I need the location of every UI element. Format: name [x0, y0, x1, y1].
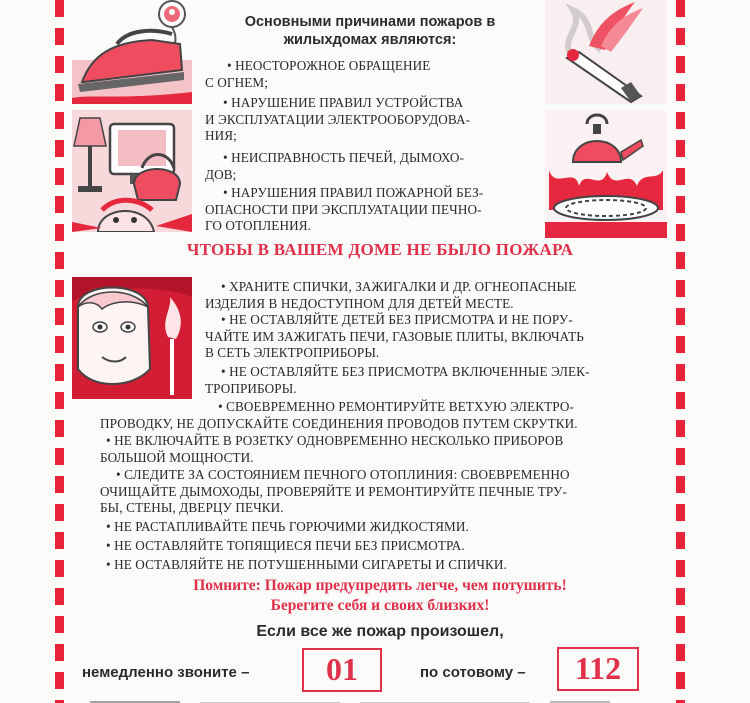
- rule-line: • НЕ ОСТАВЛЯЙТЕ ДЕТЕЙ БЕЗ ПРИСМОТРА И НЕ ПОРУ-: [221, 312, 573, 327]
- rule-line: ИЗДЕЛИЯ В НЕДОСТУПНОМ ДЛЯ ДЕТЕЙ МЕСТЕ.: [205, 295, 514, 311]
- rule-line: • НЕ ОСТАВЛЯЙТЕ НЕ ПОТУШЕННЫМИ СИГАРЕТЫ И СПИЧКИ.: [106, 557, 507, 572]
- rule-item: [100, 433, 655, 466]
- causes-heading-line1: Основными причинами пожаров в: [244, 14, 496, 30]
- child-match-icon: [72, 277, 192, 399]
- cause-line: ОПАСНОСТИ ПРИ ЭКСПЛУАТАЦИИ ПЕЧНО-: [205, 201, 482, 217]
- rule-line: ЧАЙТЕ ИМ ЗАЖИГАТЬ ПЕЧИ, ГАЗОВЫЕ ПЛИТЫ, ВКЛЮЧАТЬ: [205, 328, 584, 344]
- cause-line: ГО ОТОПЛЕНИЯ.: [205, 218, 312, 234]
- rule-line: • НЕ РАСТАПЛИВАЙТЕ ПЕЧЬ ГОРЮЧИМИ ЖИДКОСТЯМИ.: [106, 519, 469, 534]
- rule-item: [100, 519, 655, 536]
- rule-line: ПРОВОДКУ, НЕ ДОПУСКАЙТЕ СОЕДИНЕНИЯ ПРОВОДОВ ПУТЕМ СКРУТКИ.: [100, 415, 578, 431]
- iron-icon: [72, 0, 192, 104]
- cause-line: НИЯ;: [205, 128, 237, 144]
- cause-line: • НАРУШЕНИЕ ПРАВИЛ УСТРОЙСТВА: [223, 95, 464, 110]
- emergency-intro: Если все же пожар произошел,: [256, 623, 504, 640]
- cause-item: [205, 58, 535, 91]
- rule-line: • СВОЕВРЕМЕННО РЕМОНТИРУЙТЕ ВЕТХУЮ ЭЛЕКТРО-: [218, 399, 574, 414]
- rule-item: [100, 467, 655, 517]
- cause-item: [205, 95, 535, 145]
- call-label: немедленно звоните –: [82, 664, 250, 681]
- rule-line: • ХРАНИТЕ СПИЧКИ, ЗАЖИГАЛКИ И ДР. ОГНЕОПАСНЫЕ: [221, 279, 577, 294]
- rule-item: [205, 312, 655, 362]
- rule-line: ОЧИЩАЙТЕ ДЫМОХОДЫ, ПРОВЕРЯЙТЕ И РЕМОНТИРУЙТЕ ПЕЧНЫЕ ТРУ-: [100, 483, 567, 499]
- prevention-heading: ЧТОБЫ В ВАШЕМ ДОМЕ НЕ БЫЛО ПОЖАРА: [186, 240, 574, 259]
- causes-heading: [205, 13, 535, 49]
- rule-line: В СЕТЬ ЭЛЕКТРОПРИБОРЫ.: [205, 345, 380, 361]
- cause-item: [205, 185, 535, 235]
- mobile-label: по сотовому –: [420, 664, 526, 681]
- cause-line: С ОГНЕМ;: [205, 74, 269, 90]
- lamp-tv-icon: [72, 110, 192, 232]
- reminder-line1: Помните: Пожар предупредить легче, чем потушить!: [193, 577, 567, 594]
- cause-item: [205, 150, 535, 183]
- rule-item: [205, 279, 655, 312]
- rule-line: БОЛЬШОЙ МОЩНОСТИ.: [100, 449, 254, 465]
- cause-line: • НАРУШЕНИЯ ПРАВИЛ ПОЖАРНОЙ БЕЗ-: [223, 185, 484, 200]
- cigarette-icon: [545, 0, 667, 104]
- rule-line: ТРОПРИБОРЫ.: [205, 380, 297, 396]
- kettle-stove-icon: [545, 110, 667, 238]
- left-dashed-border: [55, 0, 64, 703]
- rule-line: • СЛЕДИТЕ ЗА СОСТОЯНИЕМ ПЕЧНОГО ОТОПЛИНИЯ: СВОЕВРЕМЕННО: [116, 467, 570, 482]
- rule-line: • НЕ ОСТАВЛЯЙТЕ БЕЗ ПРИСМОТРА ВКЛЮЧЕННЫЕ ЭЛЕК-: [221, 364, 590, 379]
- causes-heading-line2: жилыхдомах являются:: [283, 32, 457, 48]
- reminder-line2: Берегите себя и своих близких!: [270, 597, 490, 614]
- cause-line: ДОВ;: [205, 166, 237, 182]
- rule-item: [100, 399, 655, 432]
- cause-line: И ЭКСПЛУАТАЦИИ ЭЛЕКТРООБОРУДОВА-: [205, 111, 471, 127]
- rule-line: • НЕ ОСТАВЛЯЙТЕ ТОПЯЩИЕСЯ ПЕЧИ БЕЗ ПРИСМОТРА.: [106, 538, 465, 553]
- landline-number-box: 01: [302, 648, 382, 692]
- cut-off-text-line: [60, 694, 690, 703]
- rule-item: [205, 364, 655, 397]
- rule-line: • НЕ ВКЛЮЧАЙТЕ В РОЗЕТКУ ОДНОВРЕМЕННО НЕСКОЛЬКО ПРИБОРОВ: [106, 433, 564, 448]
- mobile-number-box: 112: [557, 647, 639, 691]
- rule-item: [100, 538, 655, 555]
- cause-line: • НЕОСТОРОЖНОЕ ОБРАЩЕНИЕ: [227, 58, 431, 73]
- rule-item: [100, 557, 655, 574]
- cause-line: • НЕИСПРАВНОСТЬ ПЕЧЕЙ, ДЫМОХО-: [223, 150, 465, 165]
- rule-line: БЫ, СТЕНЫ, ДВЕРЦУ ПЕЧКИ.: [100, 500, 284, 516]
